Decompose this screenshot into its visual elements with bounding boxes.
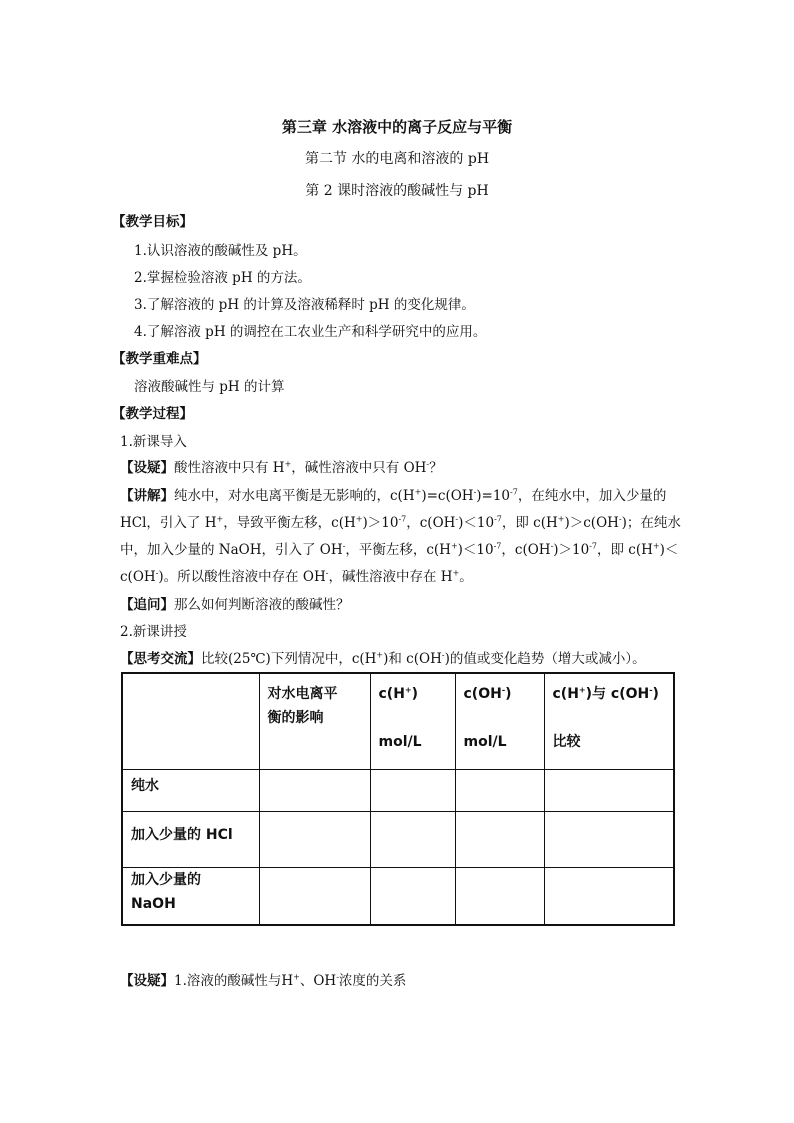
table-cell: [455, 811, 544, 867]
keypoints-heading: 【教学重难点】: [112, 351, 207, 367]
table-cell: [544, 811, 674, 867]
row-label: 纯水: [122, 769, 259, 811]
objective-item: 1.认识溶液的酸碱性及 pH。: [134, 243, 307, 259]
explain-line-3: 中，加入少量的 NaOH，引入了 OH-，平衡左移，$c(H^+)<10^{-7}$，$c(OH^-)>10^{-7}$，即 c(H+)＜: [120, 541, 679, 558]
table-cell: [544, 769, 674, 811]
step-teaching: 2.新课讲授: [120, 624, 187, 640]
objective-item: 2.掌握检验溶液 pH 的方法。: [134, 270, 311, 286]
step-intro: 1.新课导入: [120, 434, 187, 450]
followup-line: 【追问】那么如何判断溶液的酸碱性？: [120, 597, 350, 613]
followup-tag: 【追问】: [120, 597, 174, 613]
table-cell: [370, 811, 455, 867]
keypoints-text: 溶液酸碱性与 pH 的计算: [134, 379, 285, 395]
think-tag: 【思考交流】: [120, 651, 201, 667]
explain-line-2: HCl，引入了 H+，导致平衡左移，$c(H^+)>10^{-7}$，$c(OH^-)<10^{-7}$，即 c(H+)＞c(OH-)；在纯水: [120, 514, 681, 531]
row-label: 加入少量的 HCl: [122, 811, 259, 867]
objective-item: 4.了解溶液 pH 的调控在工农业生产和科学研究中的应用。: [134, 324, 487, 340]
comparison-table: [121, 672, 675, 926]
question-tag: 【设疑】: [120, 973, 174, 989]
table-cell: [122, 673, 259, 769]
table-cell: [370, 769, 455, 811]
explain-line-4: c(OH-)。所以酸性溶液中存在 OH-，碱性溶液中存在 H+。: [120, 568, 473, 585]
table-cell: [259, 769, 370, 811]
process-heading: 【教学过程】: [112, 406, 193, 422]
chapter-title: 第三章 水溶液中的离子反应与平衡: [281, 118, 513, 136]
table-header-cell: c(H+) mol/L: [370, 673, 455, 769]
row-label: 加入少量的 NaOH: [122, 867, 259, 925]
table-cell: [455, 769, 544, 811]
table-row: [122, 811, 674, 867]
question-line-1: 【设疑】酸性溶液中只有 H+，碱性溶液中只有 OH-？: [120, 459, 443, 476]
table-row: [122, 867, 674, 925]
think-line: 【思考交流】比较(25℃)下列情况中，c(H+)和 c(OH-)的值或变化趋势（增大或减小）。: [120, 650, 646, 667]
table-header-cell: c(OH-) mol/L: [455, 673, 544, 769]
question-tag: 【设疑】: [120, 460, 174, 476]
question-line-3: 【设疑】1.溶液的酸碱性与H+、OH-浓度的关系: [120, 972, 407, 989]
table-cell: [259, 811, 370, 867]
table-cell: [370, 867, 455, 925]
objective-item: 3.了解溶液的 pH 的计算及溶液稀释时 pH 的变化规律。: [134, 297, 475, 313]
lesson-title: 第 2 课时溶液的酸碱性与 pH: [305, 183, 489, 199]
explain-tag: 【讲解】: [120, 488, 174, 504]
table-cell: [259, 867, 370, 925]
table-header-cell: 对水电离平 衡的影响: [259, 673, 370, 769]
table-cell: [544, 867, 674, 925]
section-title: 第二节 水的电离和溶液的 pH: [304, 151, 490, 167]
table-header-cell: c(H+)与 c(OH-) 比较: [544, 673, 674, 769]
table-cell: [455, 867, 544, 925]
explain-line-1: 【讲解】纯水中，对水电离平衡是无影响的，$c(H^+)=c(OH^-)=10^{-7}$，在纯水中，加入少量的: [120, 487, 667, 504]
table-header-row: [122, 673, 674, 769]
objectives-heading: 【教学目标】: [112, 214, 193, 230]
table-row: [122, 769, 674, 811]
